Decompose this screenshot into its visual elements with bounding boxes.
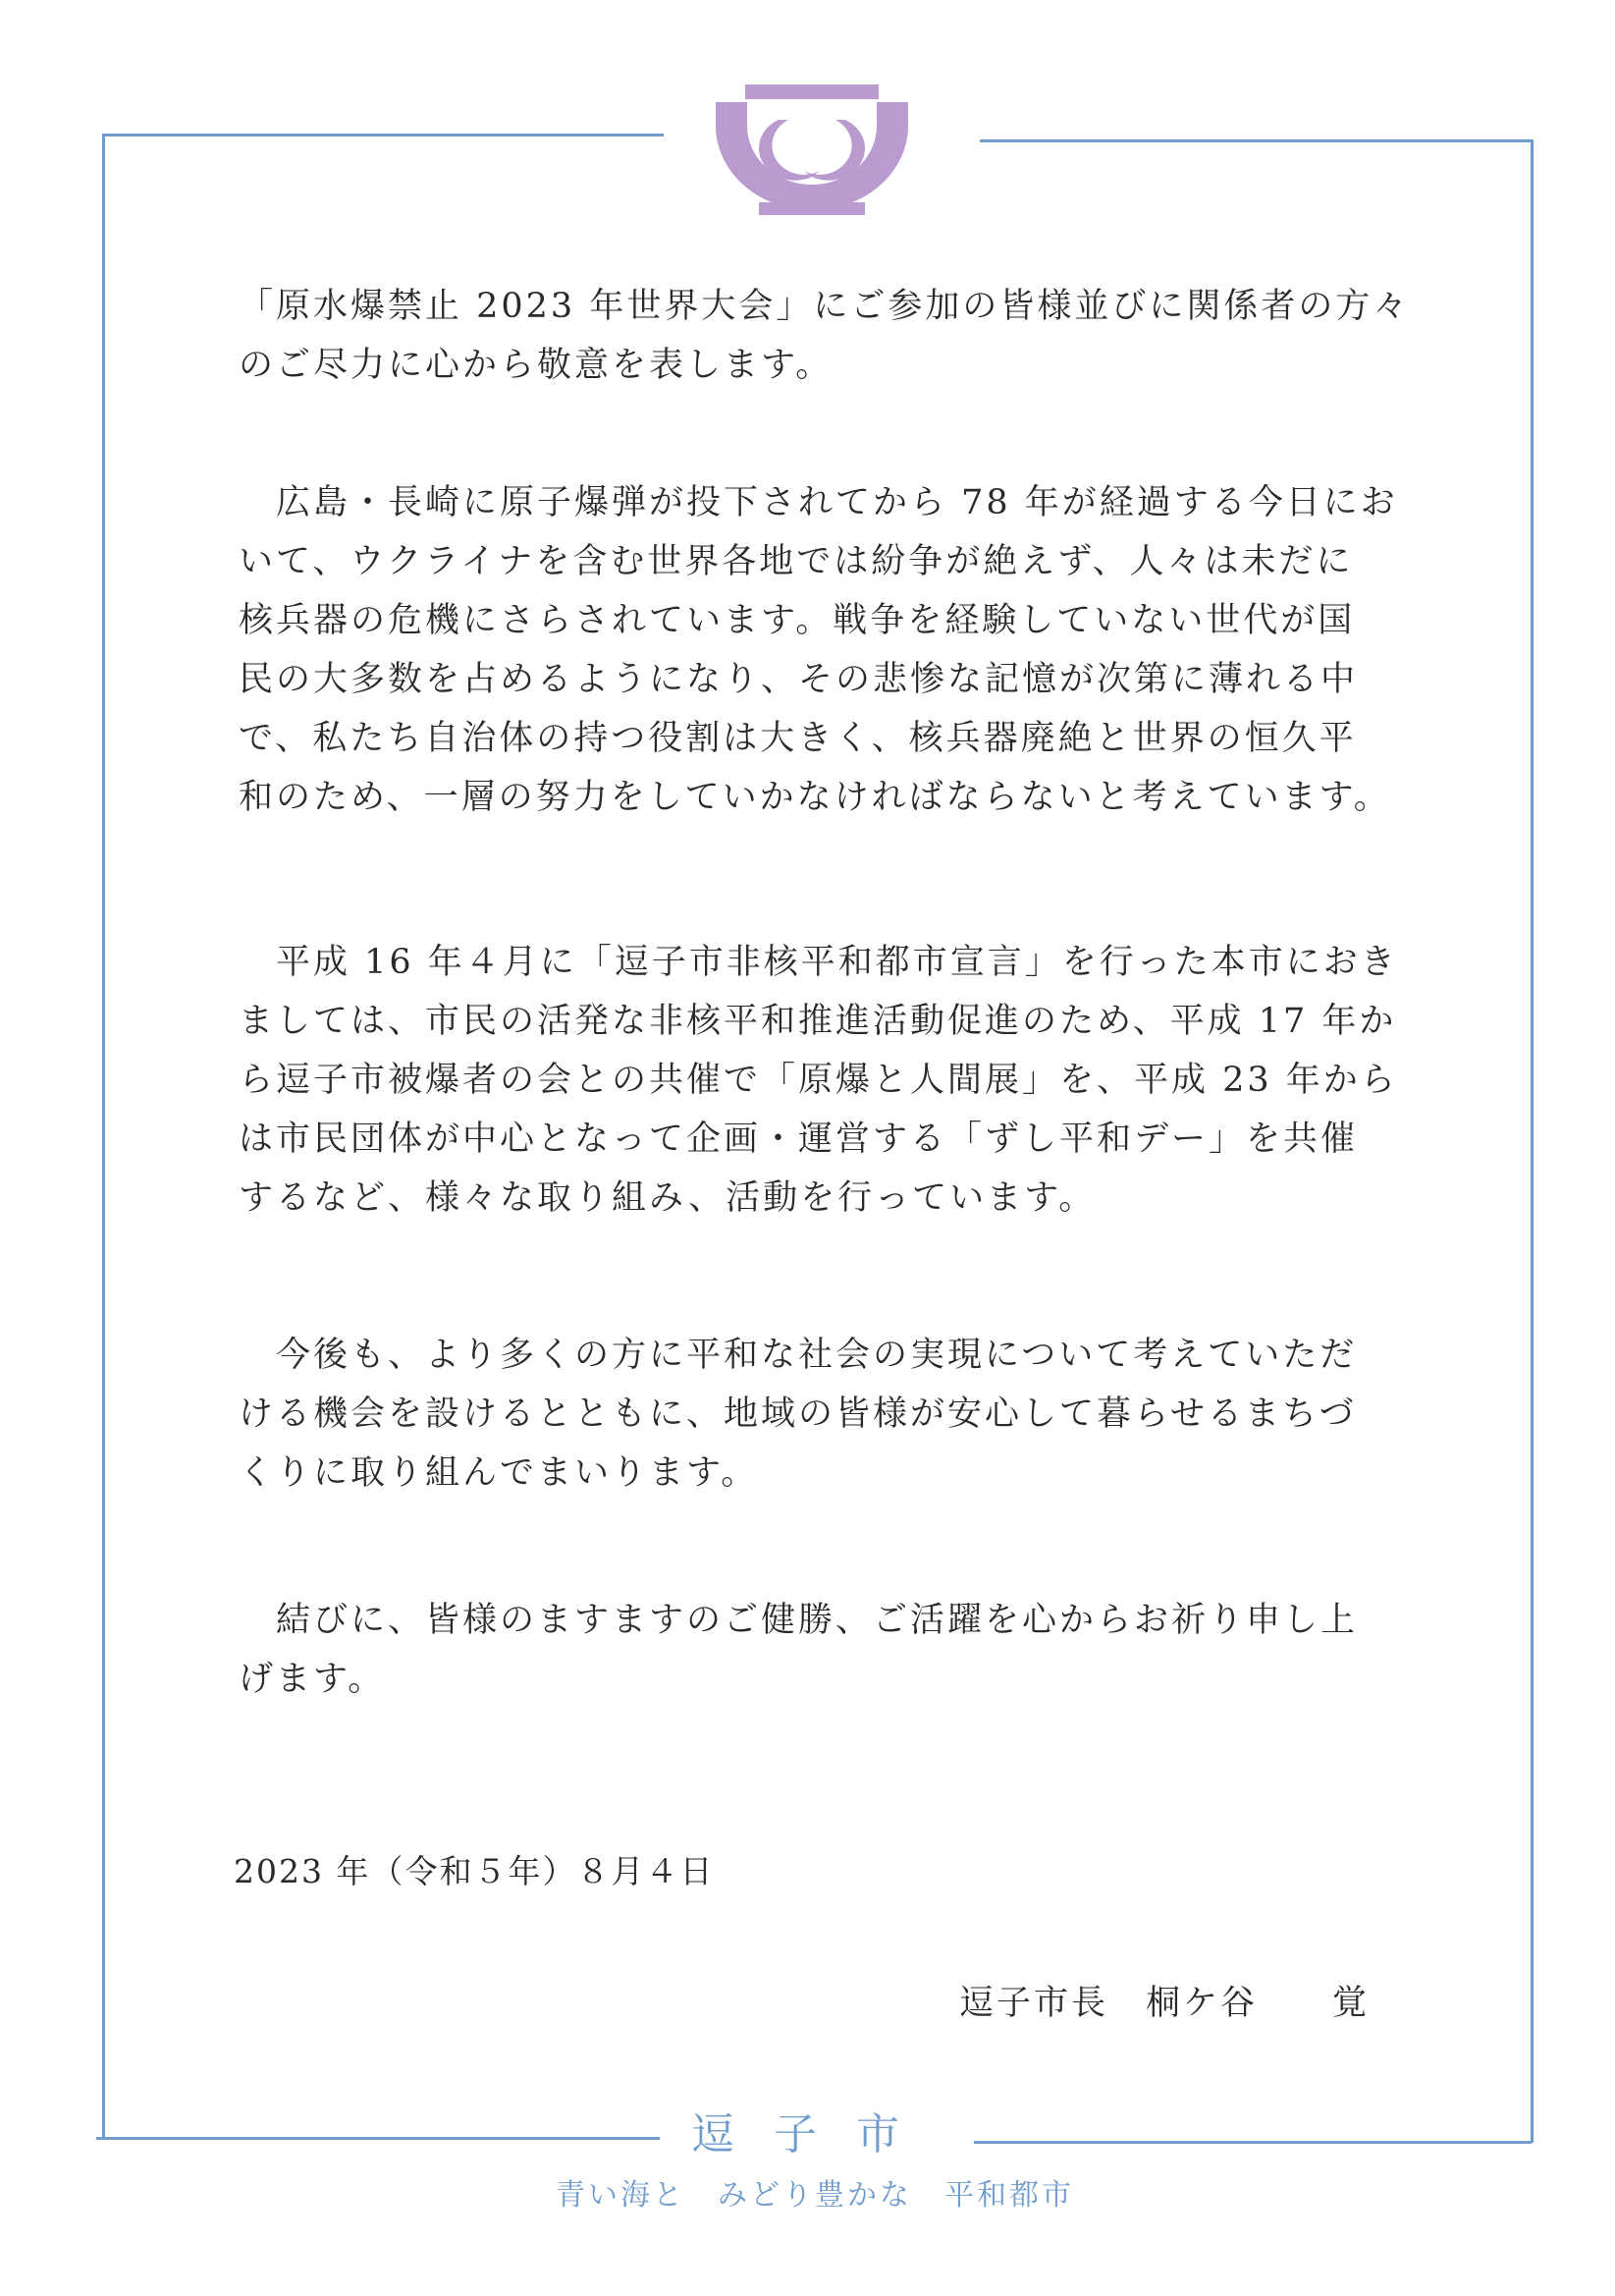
- text-line: 核兵器の危機にさらされています。戦争を経験していない世代が国: [239, 601, 1356, 640]
- text-line: 今後も、より多くの方に平和な社会の実現について考えていただ: [239, 1336, 1358, 1375]
- frame-bottom-right: [974, 2141, 1532, 2144]
- text-line: 平成 16 年４月に「逗子市非核平和都市宣言」を行った本市におき: [239, 943, 1398, 982]
- text-line: 民の大多数を占めるようになり、その悲惨な記憶が次第に薄れる中: [239, 660, 1359, 699]
- zushi-city-emblem-icon: [714, 81, 910, 228]
- text-line: は市民団体が中心となって企画・運営する「ずし平和デー」を共催: [239, 1120, 1359, 1159]
- text-line: するなど、様々な取り組み、活動を行っています。: [239, 1178, 1097, 1218]
- text-line: 広島・長崎に原子爆弾が投下されてから 78 年が経過する今日にお: [239, 483, 1398, 522]
- paragraph-future: [239, 1326, 1397, 1503]
- text-line: 和のため、一層の努力をしていかなければならないと考えています。: [239, 778, 1391, 817]
- frame-bottom-left: [96, 2137, 660, 2140]
- letter-date: 2023 年（令和５年）８月４日: [234, 1852, 715, 1890]
- text-line: 「原水爆禁止 2023 年世界大会」にご参加の皆様並びに関係者の方々: [239, 287, 1411, 326]
- frame-right: [1531, 139, 1534, 2143]
- text-line: で、私たち自治体の持つ役割は大きく、核兵器廃絶と世界の恒久平: [239, 719, 1357, 758]
- frame-top-right: [980, 139, 1534, 142]
- text-line: くりに取り組んでまいります。: [239, 1453, 759, 1493]
- mayor-signature: 逗子市長 桐ケ谷 覚: [958, 1984, 1370, 2023]
- footer-city-name: 逗子市: [691, 2109, 939, 2159]
- paragraph-city-activities: [239, 933, 1397, 1228]
- text-line: ら逗子市被爆者の会との共催で「原爆と人間展」を、平成 23 年から: [239, 1061, 1398, 1100]
- text-line: げます。: [239, 1660, 386, 1699]
- text-line: 結びに、皆様のますますのご健勝、ご活躍を心からお祈り申し上: [239, 1601, 1359, 1640]
- paragraph-closing: [239, 1591, 1397, 1709]
- paragraph-opening: [239, 277, 1411, 395]
- text-line: のご尽力に心から敬意を表します。: [239, 346, 834, 385]
- footer-slogan: 青い海と みどり豊かな 平和都市: [556, 2178, 1074, 2213]
- frame-left: [102, 134, 105, 2139]
- text-line: ましては、市民の活発な非核平和推進活動促進のため、平成 17 年か: [239, 1002, 1397, 1041]
- text-line: ける機会を設けるとともに、地域の皆様が安心して暮らせるまちづ: [239, 1394, 1357, 1434]
- frame-top-left: [102, 134, 664, 137]
- paragraph-hiroshima-nagasaki: [239, 473, 1397, 827]
- text-line: いて、ウクライナを含む世界各地では紛争が絶えず、人々は未だに: [239, 542, 1354, 581]
